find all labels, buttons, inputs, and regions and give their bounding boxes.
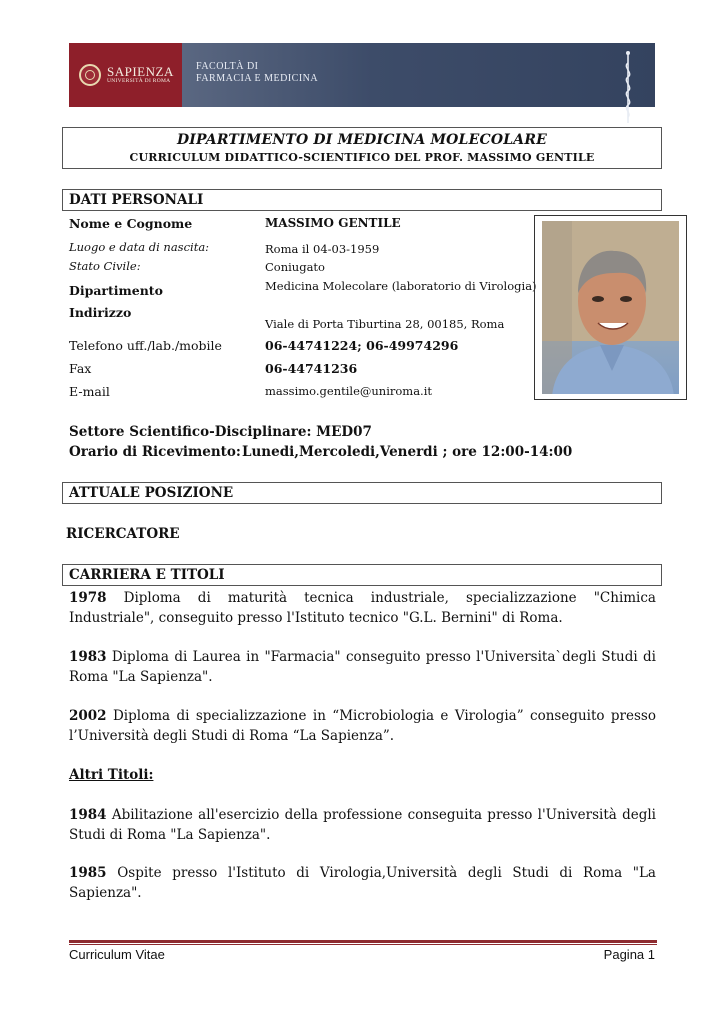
section-position-heading: ATTUALE POSIZIONE bbox=[62, 482, 662, 504]
footer-rule-thick bbox=[69, 940, 657, 943]
university-logo bbox=[69, 43, 182, 107]
section-personal-heading: DATI PERSONALI bbox=[62, 189, 662, 211]
faculty-line2: FARMACIA E MEDICINA bbox=[196, 73, 319, 84]
department-title: DIPARTIMENTO DI MEDICINA MOLECOLARE bbox=[176, 132, 548, 148]
other-title-text: Ospite presso l'Istituto di Virologia,Università degli Studi di Roma "La Sapienza". bbox=[69, 865, 656, 901]
document-title-box bbox=[62, 127, 662, 169]
other-title-item bbox=[69, 806, 656, 845]
caduceus-icon bbox=[621, 49, 635, 125]
other-titles-heading: Altri Titoli: bbox=[69, 767, 154, 783]
portrait-photo-frame bbox=[534, 215, 687, 400]
portrait-photo bbox=[542, 221, 679, 394]
career-year: 1983 bbox=[69, 649, 107, 665]
cv-subtitle: CURRICULUM DIDATTICO-SCIENTIFICO DEL PROF. MASSIMO GENTILE bbox=[129, 151, 595, 164]
career-text: Diploma di Laurea in "Farmacia" conseguito presso l'Universita`degli Studi di Roma "La Sapienza". bbox=[69, 649, 656, 685]
other-title-year: 1984 bbox=[69, 807, 107, 823]
civil-value: Coniugato bbox=[265, 260, 325, 274]
university-subname: UNIVERSITÀ DI ROMA bbox=[107, 78, 171, 84]
office-hours-value: Lunedi,Mercoledi,Venerdi ; ore 12:00-14:00 bbox=[242, 444, 573, 460]
career-item bbox=[69, 589, 656, 628]
career-text: Diploma di specializzazione in “Microbiologia e Virologia” conseguito presso l’Università degli Studi di Roma “La Sapienza”. bbox=[69, 708, 656, 744]
other-title-text: Abilitazione all'esercizio della professione conseguita presso l'Università degli Studi di Roma "La Sapienza". bbox=[69, 807, 656, 843]
address-value: Viale di Porta Tiburtina 28, 00185, Roma bbox=[265, 317, 505, 331]
university-name: SAPIENZA bbox=[107, 64, 174, 79]
career-text: Diploma di maturità tecnica industriale, specializzazione "Chimica Industriale", conseguito presso l'Istituto tecnico "G.L. Bernini" di Roma. bbox=[69, 590, 656, 626]
office-hours-label: Orario di Ricevimento: bbox=[69, 444, 241, 460]
name-value: MASSIMO GENTILE bbox=[265, 216, 401, 230]
footer-rule-thin bbox=[69, 944, 657, 945]
section-career-heading: CARRIERA E TITOLI bbox=[62, 564, 662, 586]
career-year: 2002 bbox=[69, 708, 107, 724]
civil-label: Stato Civile: bbox=[69, 259, 141, 273]
address-label: Indirizzo bbox=[69, 305, 132, 320]
footer-page-number: Pagina 1 bbox=[603, 947, 655, 962]
birth-value: Roma il 04-03-1959 bbox=[265, 242, 380, 256]
university-seal-icon bbox=[79, 64, 101, 86]
position-value: RICERCATORE bbox=[66, 526, 180, 542]
fax-value: 06-44741236 bbox=[265, 361, 358, 376]
footer-left-text: Curriculum Vitae bbox=[69, 947, 165, 962]
other-title-item bbox=[69, 864, 656, 903]
department-value: Medicina Molecolare (laboratorio di Virologia) bbox=[265, 279, 537, 293]
faculty-name bbox=[196, 61, 318, 85]
name-label: Nome e Cognome bbox=[69, 216, 193, 231]
email-label: E-mail bbox=[69, 384, 110, 399]
header-banner bbox=[69, 43, 655, 107]
faculty-line1: FACOLTÀ DI bbox=[196, 61, 259, 72]
phone-value: 06-44741224; 06-49974296 bbox=[265, 338, 459, 353]
career-year: 1978 bbox=[69, 590, 107, 606]
sector-line: Settore Scientifico-Disciplinare: MED07 bbox=[69, 424, 372, 440]
email-value[interactable]: massimo.gentile@uniroma.it bbox=[265, 384, 433, 398]
career-item bbox=[69, 648, 656, 687]
career-item bbox=[69, 707, 656, 746]
department-label: Dipartimento bbox=[69, 283, 163, 298]
birth-label: Luogo e data di nascita: bbox=[69, 240, 210, 254]
fax-label: Fax bbox=[69, 361, 92, 376]
phone-label: Telefono uff./lab./mobile bbox=[69, 338, 222, 353]
other-title-year: 1985 bbox=[69, 865, 107, 881]
